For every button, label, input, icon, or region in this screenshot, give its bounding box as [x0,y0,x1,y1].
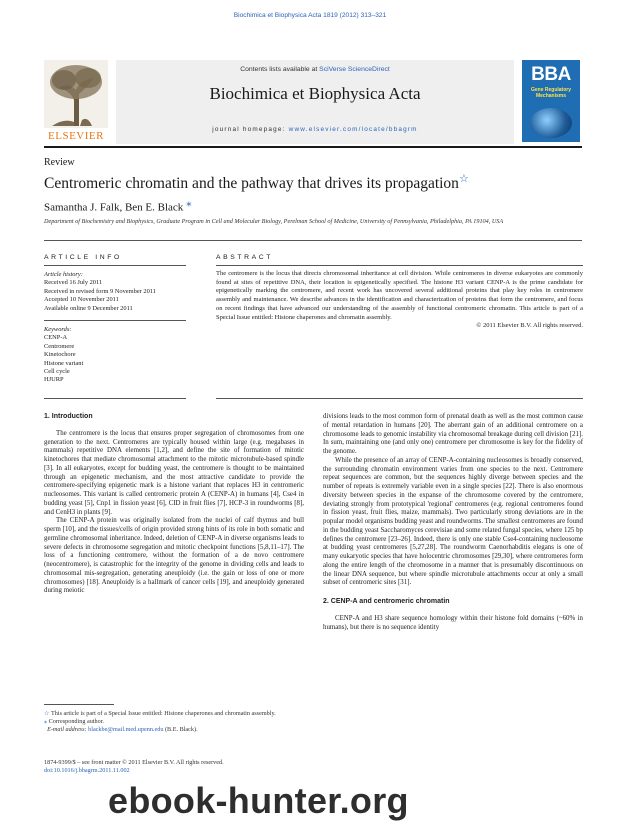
footnote-rule [44,704,114,705]
issn-line: 1874-9399/$ – see front matter © 2011 Elsevier B.V. All rights reserved. [44,759,224,766]
abstract [216,270,583,331]
author-email-link[interactable]: blackbe@mail.med.upenn.edu [88,726,164,733]
homepage-prefix: journal homepage: [212,126,286,133]
watermark-text: ebook-hunter.org [108,780,409,821]
article-authors [44,196,192,214]
author-names: Samantha J. Falk, Ben E. Black [44,201,184,214]
journal-header [44,60,582,144]
contents-line [116,66,514,73]
history-online: Available online 9 December 2011 [44,304,133,312]
body-left-column [44,413,304,596]
section-heading-cenp-a: 2. CENP-A and centromeric chromatin [323,598,450,605]
article-info-rule [44,265,186,266]
article-info-heading: ARTICLE INFO [44,254,122,261]
journal-title: Biochimica et Biophysica Acta [209,84,421,103]
abstract-bottom-rule [216,398,583,399]
keyword-item: Histone variant [44,359,84,367]
journal-homepage-line [116,126,514,133]
article-title-text: Centromeric chromatin and the pathway that drives its propagation [44,175,459,193]
keyword-item: HJURP [44,376,64,384]
history-received: Received 16 July 2011 [44,279,103,287]
keyword-item: Kinetochore [44,351,76,359]
contents-prefix: Contents lists available at [240,66,318,73]
keywords-heading: Keywords: [44,326,72,334]
sciencedirect-link[interactable]: SciVerse ScienceDirect [319,66,390,73]
journal-citation[interactable]: Biochimica et Biophysica Acta 1819 (2012) 313–321 [233,12,387,19]
journal-masthead [116,60,514,144]
publisher-name: ELSEVIER [48,130,104,142]
author-affiliation: Department of Biochemistry and Biophysics, Graduate Program in Cell and Molecular Biology, Perelman School of Medicine, University of Pennsylvania, Philadelphia, PA 19104, USA [44,218,504,225]
history-heading: Article history: [44,271,83,278]
article-type: Review [44,157,75,168]
section-heading-introduction: 1. Introduction [44,413,93,420]
abstract-rule [216,265,583,266]
article-title [44,172,584,193]
history-revised: Received in revised form 9 November 2011 [44,287,156,295]
keyword-item: Cell cycle [44,368,70,376]
footnote-email: E-mail address: blackbe@mail.med.upenn.edu (B.E. Black). [47,726,198,733]
footnote-star-icon: ☆ [44,710,50,717]
special-issue-star-icon[interactable]: ☆ [458,173,469,185]
cover-title: BBA [531,64,571,85]
corresponding-author-marker[interactable]: ⁎ [186,197,192,209]
keyword-item: Centromere [44,342,75,350]
body-paragraph: While the presence of an array of CENP-A-containing nucleosomes is broadly conserved, the surrounding chromatin environment varies from one species to the next. Centromere repeat sequences are common, but the sequences highly diverge between species and the number of repeats is extremely variable even in a single species [22]. There is also enormous diversity between species in the expanse of the chromosome covered by the centromere, deviating strongly from prototypical 'regional' centromeres (e.g. regional centromeres found in fission yeast, fruit flies, maize, mammals). Two particularly strong deviations are in the popular model organisms budding yeast and roundworms. The smallest centromeres are found in the budding yeast Saccharomyces cerevisiae and some related fungal species, where 125 bp defines the centromere [23–26]. Indeed, there is only one stable Cse4-containing nucleosome at budding yeast centromeres [5,27,28]. The roundworm Caenorhabditis elegans is one of many eukaryotic species that have holocentric chromosomes [29,30], where centromeres form along the entire length of the chromosome in a manner that is presumably discontinuous on the linear DNA sequence, but where spindle microtubule attachments occur at only a small subset of centromeric sites [31]. [323,456,583,587]
doi-link[interactable]: doi:10.1016/j.bbagrm.2011.11.002 [44,767,130,774]
body-right-column [323,413,583,632]
homepage-link[interactable]: www.elsevier.com/locate/bbagrm [288,126,418,133]
cover-subtitle: Gene Regulatory Mechanisms [530,87,571,99]
affiliation-divider [44,240,582,241]
article-meta-footer [44,759,304,775]
article-info [44,271,186,385]
abstract-heading: ABSTRACT [216,254,274,261]
info-bottom-rule [44,398,186,399]
body-paragraph: The CENP-A protein was originally isolated from the nuclei of calf thymus and bull sperm [10], and the tissues/cells of origin provided strong hints of its role in both somatic and germline chromosomal inheritance. Indeed, deletion of CENP-A in diverse organisms leads to severe defects in chromosome segregation and mitotic checkpoint functions [5,8,11–17]. The loss of a functioning centromere, without the formation of a de novo centromere (neocentromere), is catastrophic for the integrity of the genome in dividing cells and leads to chromosomal mis-segregation, generating aneuploidy (i.e. the gain or loss of one or more chromosomes) [18]. Aneuploidy is a hallmark of cancer cells [19], and aneuploidy generated during meiotic [44,517,304,595]
abstract-text: The centromere is the locus that directs chromosomal inheritance at cell division. While centromeres in diverse eukaryotes are commonly found at sites of repetitive DNA, their location is epigenetically specified. The histone H3 variant CENP-A is the prime candidate for epigenetically marking the centromere, and recent work has uncovered several additional proteins that play key roles in centromere assembly and maintenance. We describe advances in the identification and characterization of proteins that form the centromere, and focus on recent findings that have advanced our understanding of the assembly of functional centromeric chromatin. This article is part of a Special Issue entitled: Histone chaperones and chromatin assembly. [216,270,583,321]
body-paragraph: CENP-A and H3 share sequence homology within their histone fold domains (~60% in humans), but there is no sequence identity [323,614,583,631]
body-paragraph: divisions leads to the most common form of prenatal death as well as the most common cause of mental retardation in humans [20]. The aberrant gain of an additional centromere on a chromosome leads to genomic instability via chromosomal breakage during cell division [21]. In sum, maintaining one (and only one) centromere per chromosome is key for the fidelity of the genome. [323,413,583,455]
footnotes [44,710,306,734]
body-paragraph: The centromere is the locus that ensures proper segregation of chromosomes from one generation to the next. Centromeres are typically housed within large (e.g. megabases in mammals) repetitive DNA elements [1,2], and define the site of formation of mitotic kinetochores that mediate chromosomal attachment to the mitotic microtubule-based spindle [3]. In all eukaryotes, except for budding yeast, the centromere is thought to be maintained through an epigenetic mechanism, and the most attractive candidate to provide the centromere-specifying epigenetic mark is a histone variant that replaces H3 in centromeric nucleosomes. This variant is called centromeric protein A (CENP-A) in humans [4], Cse4 in budding yeast [5], Cnp1 in fission yeast [6], CID in fruit flies [7], HCP-3 in roundworms [8], and CenH3 in plants [9]. [44,429,304,516]
history-accepted: Accepted 10 November 2011 [44,296,119,304]
footnote-special-issue: ☆ This article is part of a Special Issue entitled: Histone chaperones and chromatin assembly. [44,710,276,717]
footnote-corresponding: ⁎ Corresponding author. [44,718,104,725]
keyword-item: CENP-A [44,334,68,342]
journal-cover-thumbnail [522,60,580,142]
cover-image [530,108,572,138]
keywords-rule [44,320,186,321]
header-divider [44,146,582,148]
abstract-copyright: © 2011 Elsevier B.V. All rights reserved. [476,322,583,330]
